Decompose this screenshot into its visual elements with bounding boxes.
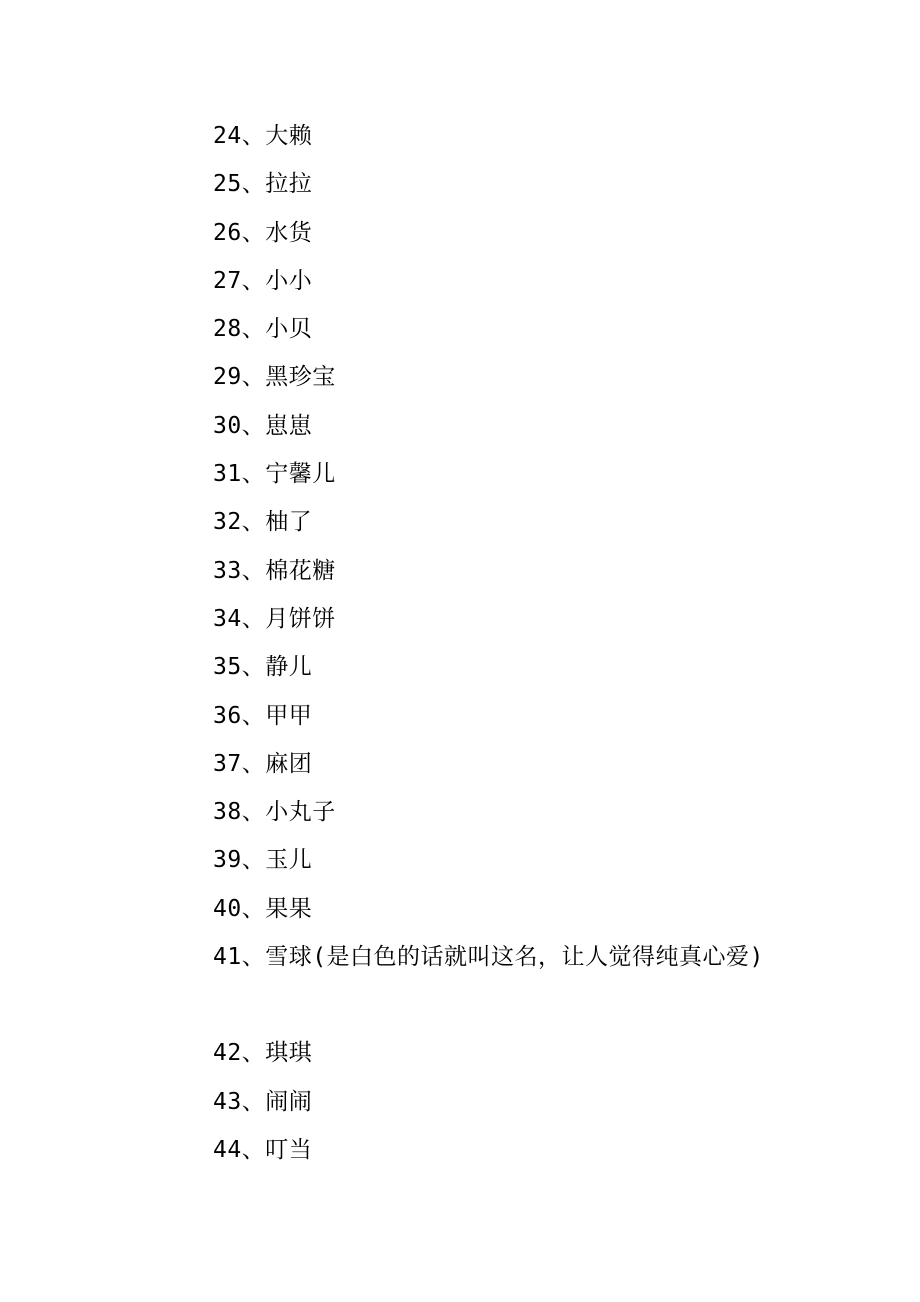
list-item: 42、琪琪 [213, 1040, 313, 1067]
list-item: 31、宁馨儿 [213, 461, 336, 488]
list-item: 36、甲甲 [213, 702, 313, 729]
list-item: 33、棉花糖 [213, 557, 336, 584]
list-item: 32、柚了 [213, 509, 313, 536]
list-item: 25、拉拉 [213, 171, 313, 198]
list-item: 34、月饼饼 [213, 605, 336, 632]
list-item: 44、叮当 [213, 1136, 313, 1163]
list-item: 43、闹闹 [213, 1088, 313, 1115]
list-item: 38、小丸子 [213, 799, 336, 826]
list-item: 27、小小 [213, 267, 313, 294]
list-item: 41、雪球(是白色的话就叫这名，让人觉得纯真心爱) [213, 944, 764, 971]
list-item: 26、水货 [213, 219, 313, 246]
list-item: 39、玉儿 [213, 847, 313, 874]
list-item: 40、果果 [213, 895, 313, 922]
name-list [213, 112, 893, 1174]
list-item: 28、小贝 [213, 316, 313, 343]
list-item: 24、大赖 [213, 123, 313, 149]
list-item: 29、黑珍宝 [213, 364, 336, 391]
list-item: 37、麻团 [213, 750, 313, 777]
list-item: 35、静儿 [213, 654, 313, 681]
list-item: 30、崽崽 [213, 412, 313, 439]
